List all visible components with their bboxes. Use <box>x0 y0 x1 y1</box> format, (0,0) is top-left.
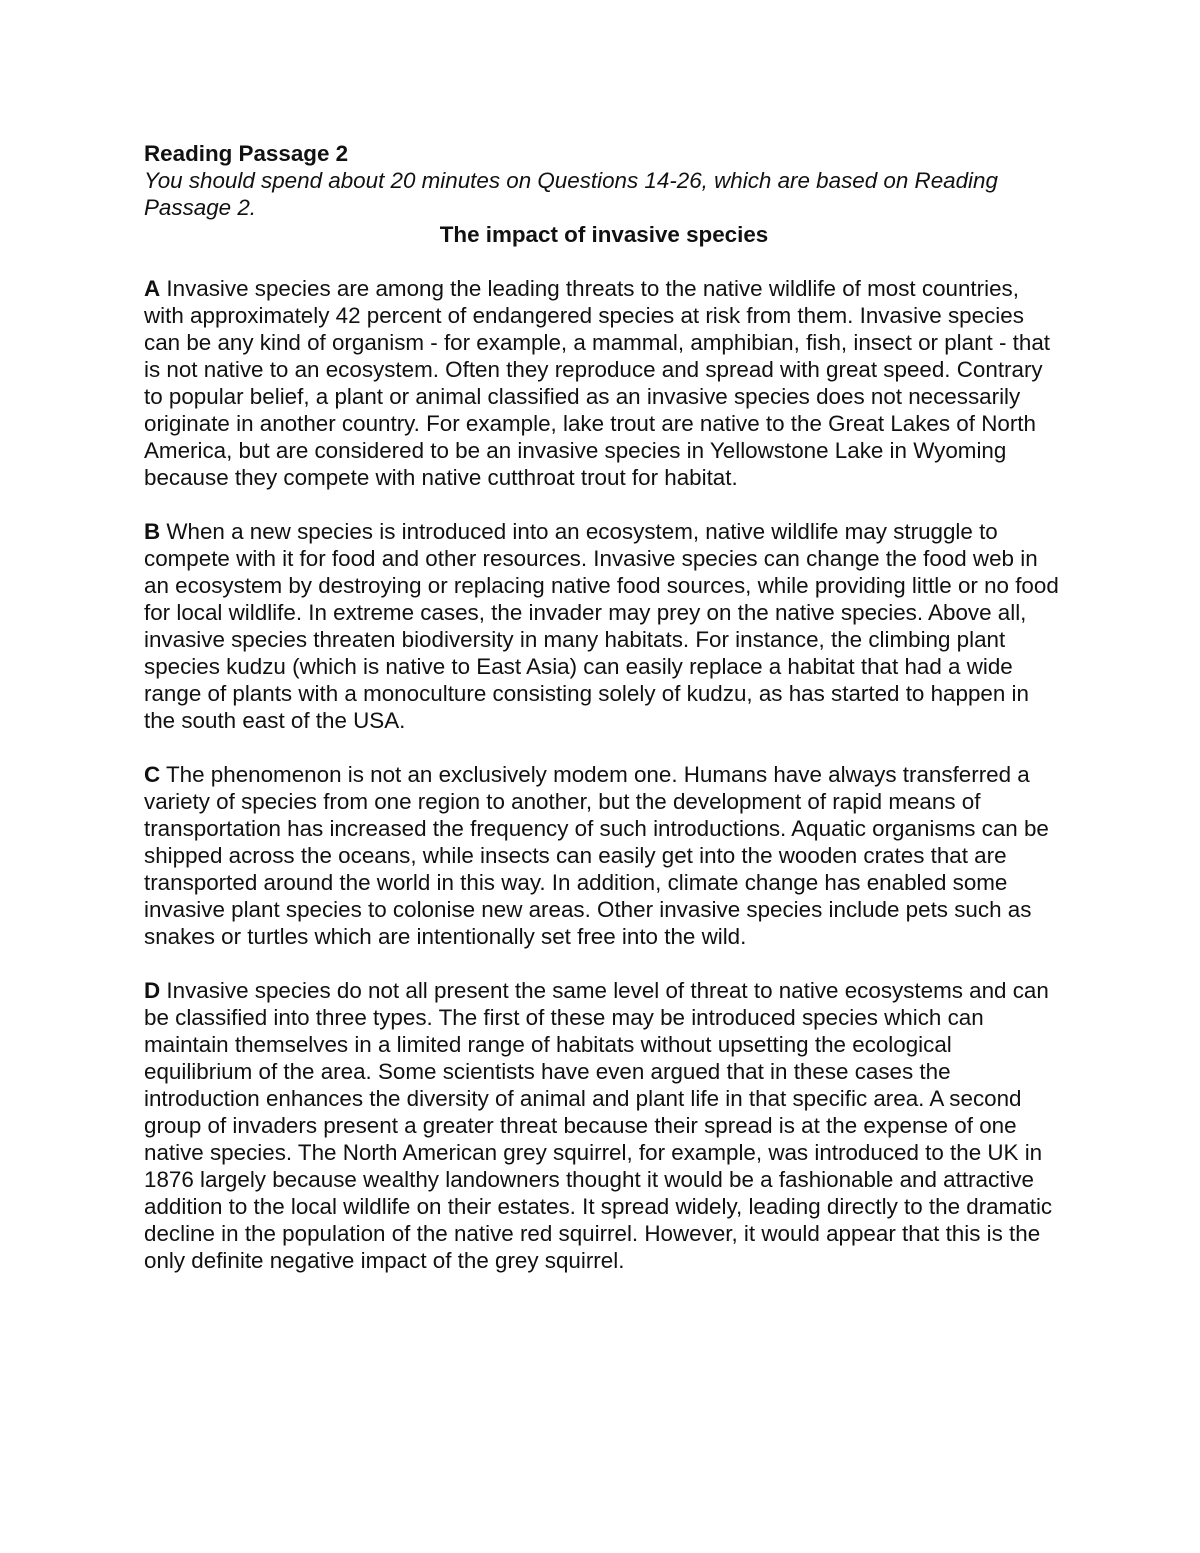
paragraph-b <box>144 518 1064 734</box>
paragraph-letter: C <box>144 762 161 787</box>
paragraph-letter: D <box>144 978 161 1003</box>
passage-title: The impact of invasive species <box>439 222 769 247</box>
passage-instructions: You should spend about 20 minutes on Questions 14-26, which are based on Reading Passage 2. <box>144 168 998 220</box>
paragraph-letter: A <box>144 276 161 301</box>
paragraph-d <box>144 977 1064 1274</box>
document-page <box>144 140 1064 1301</box>
paragraph-text: When a new species is introduced into an ecosystem, native wildlife may struggle to compete with it for food and other resources. Invasive species can change the food web in an ecosystem by destroying or replacing native food sources, while providing little or no food for local wildlife. In extreme cases, the invader may prey on the native species. Above all, invasive species threaten biodiversity in many habitats. For instance, the climbing plant species kudzu (which is native to East Asia) can easily replace a habitat that had a wide range of plants with a monoculture consisting solely of kudzu, as has started to happen in the south east of the USA. <box>144 519 1059 733</box>
passage-heading: Reading Passage 2 <box>144 141 349 166</box>
paragraph-letter: B <box>144 519 161 544</box>
paragraph-text: Invasive species do not all present the same level of threat to native ecosystems and can be classified into three types. The first of these may be introduced species which can maintain themselves in a limited range of habitats without upsetting the ecological equilibrium of the area. Some scientists have even argued that in these cases the introduction enhances the diversity of animal and plant life in that specific area. A second group of invaders present a greater threat because their spread is at the expense of one native species. The North American grey squirrel, for example, was introduced to the UK in 1876 largely because wealthy landowners thought it would be a fashionable and attractive addition to the local wildlife on their estates. It spread widely, leading directly to the dramatic decline in the population of the native red squirrel. However, it would appear that this is the only definite negative impact of the grey squirrel. <box>144 978 1053 1273</box>
paragraph-text: The phenomenon is not an exclusively modem one. Humans have always transferred a variety of species from one region to another, but the development of rapid means of transportation has increased the frequency of such introductions. Aquatic organisms can be shipped across the oceans, while insects can easily get into the wooden crates that are transported around the world in this way. In addition, climate change has enabled some invasive plant species to colonise new areas. Other invasive species include pets such as snakes or turtles which are intentionally set free into the wild. <box>144 762 1049 949</box>
paragraph-a <box>144 275 1064 491</box>
paragraph-c <box>144 761 1064 950</box>
paragraph-text: Invasive species are among the leading threats to the native wildlife of most countries, with approximately 42 percent of endangered species at risk from them. Invasive species can be any kind of organism - for example, a mammal, amphibian, fish, insect or plant - that is not native to an ecosystem. Often they reproduce and spread with great speed. Contrary to popular belief, a plant or animal classified as an invasive species does not necessarily originate in another country. For example, lake trout are native to the Great Lakes of North America, but are considered to be an invasive species in Yellowstone Lake in Wyoming because they compete with native cutthroat trout for habitat. <box>144 276 1051 490</box>
